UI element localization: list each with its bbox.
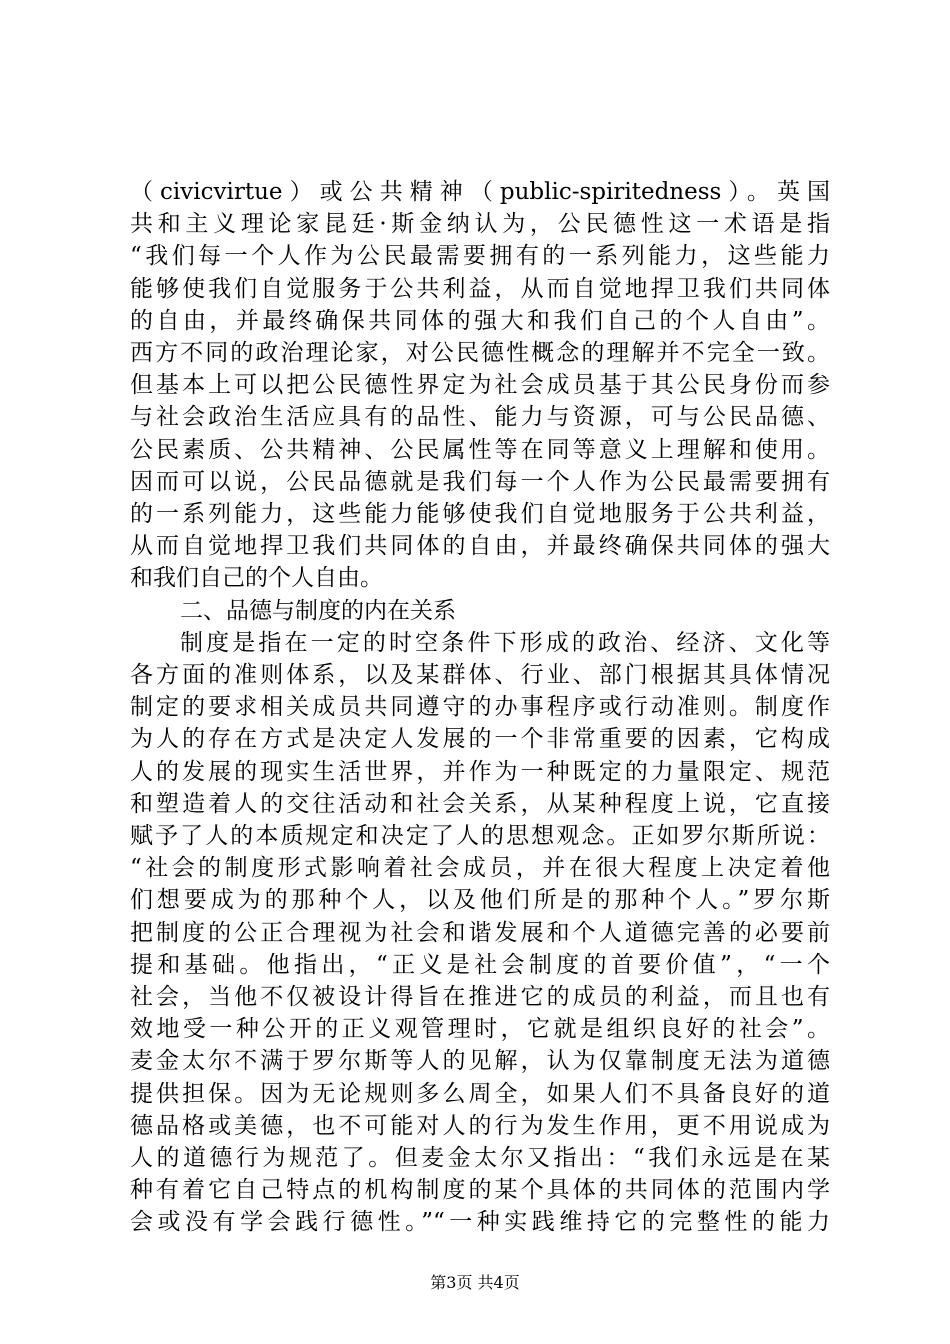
text-line: 但基本上可以把公民德性界定为社会成员基于其公民身份而参 [130, 372, 830, 399]
text-line: 把制度的公正合理视为社会和谐发展和个人道德完善的必要前 [130, 919, 830, 946]
text-line: 从而自觉地捍卫我们共同体的自由，并最终确保共同体的强大 [130, 533, 830, 560]
text-line: 人的道德行为规范了。但麦金太尔又指出：“我们永远是在某 [130, 1145, 830, 1171]
text-line: 提供担保。因为无论规则多么周全，如果人们不具备良好的道 [130, 1080, 830, 1107]
text-line: （civicvirtue）或公共精神（public-spiritedness）。英国 [130, 179, 830, 205]
text-line: 和我们自己的个人自由。 [130, 565, 383, 592]
text-line: 各方面的准则体系，以及某群体、行业、部门根据其具体情况 [130, 662, 830, 688]
text-line: 共和主义理论家昆廷·斯金纳认为，公民德性这一术语是指 [130, 211, 830, 238]
text-line: 会或没有学会践行德性。”“一种实践维持它的完整性的能力 [130, 1209, 830, 1236]
text-line: 制度是指在一定的时空条件下形成的政治、经济、文化等 [180, 629, 830, 656]
text-line: 为人的存在方式是决定人发展的一个非常重要的因素，它构成 [130, 726, 830, 753]
text-line: 西方不同的政治理论家，对公民德性概念的理解并不完全一致。 [130, 340, 830, 366]
text-line: 效地受一种公开的正义观管理时，它就是组织良好的社会”。 [130, 1016, 830, 1043]
text-line: 人的发展的现实生活世界，并作为一种既定的力量限定、规范 [130, 758, 830, 785]
text-line: 提和基础。他指出，“正义是社会制度的首要价值”，“一个 [130, 951, 830, 978]
text-line: 德品格或美德，也不可能对人的行为发生作用，更不用说成为 [130, 1112, 830, 1139]
text-line: 们想要成为的那种个人，以及他们所是的那种个人。”罗尔斯 [130, 887, 830, 914]
text-line: 的一系列能力，这些能力能够使我们自觉地服务于公共利益， [130, 501, 830, 527]
text-line: 和塑造着人的交往活动和社会关系，从某种程度上说，它直接 [130, 790, 830, 817]
text-line: 麦金太尔不满于罗尔斯等人的见解，认为仅靠制度无法为道德 [130, 1048, 830, 1075]
text-line: 种有着它自己特点的机构制度的某个具体的共同体的范围内学 [130, 1177, 830, 1204]
text-line: 与社会政治生活应具有的品性、能力与资源，可与公民品德、 [130, 404, 830, 431]
text-line: 赋予了人的本质规定和决定了人的思想观念。正如罗尔斯所说： [130, 823, 830, 849]
text-line: 二、品德与制度的内在关系 [180, 597, 456, 624]
text-line: 制定的要求相关成员共同遵守的办事程序或行动准则。制度作 [130, 694, 830, 721]
page-footer: 第3页 共4页 [430, 1273, 520, 1292]
text-line: “社会的制度形式影响着社会成员，并在很大程度上决定着他 [130, 855, 830, 882]
text-line: 因而可以说，公民品德就是我们每一个人作为公民最需要拥有 [130, 468, 830, 495]
text-line: 的自由，并最终确保共同体的强大和我们自己的个人自由”。 [130, 307, 830, 334]
text-line: 公民素质、公共精神、公民属性等在同等意义上理解和使用。 [130, 436, 830, 463]
text-line: 社会，当他不仅被设计得旨在推进它的成员的利益，而且也有 [130, 984, 830, 1010]
text-line: 能够使我们自觉服务于公共利益，从而自觉地捍卫我们共同体 [130, 275, 830, 302]
text-line: “我们每一个人作为公民最需要拥有的一系列能力，这些能力 [130, 243, 830, 270]
